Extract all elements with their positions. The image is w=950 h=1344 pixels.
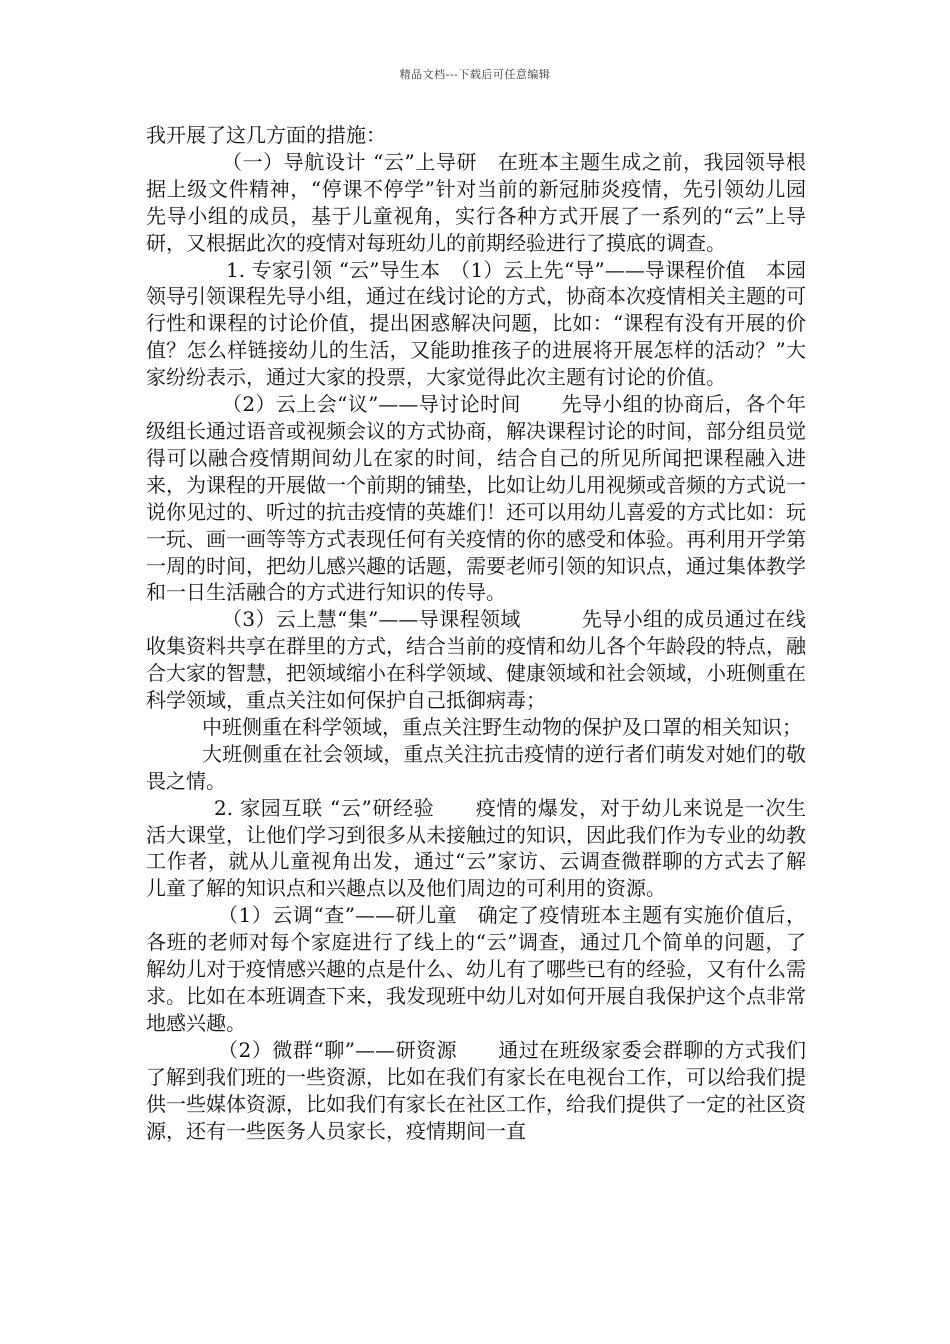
paragraph-cloud-collect: （3）云上慧“集”——导课程领域 先导小组的成员通过在线收集资料共享在群里的方式，结合当前的疫情和幼儿各个年龄段的特点，融合大家的智慧，把领域缩小在科学领域、健康领域和社会领域，小班侧重在科学领域，重点关注如何保护自己抵御病毒； (146, 607, 806, 713)
paragraph-expert-lead: 1. 专家引领 “云”导生本 （1）云上先“导”——导课程价值 本园领导引领课程先导小组，通过在线讨论的方式，协商本次疫情相关主题的可行性和课程的讨论价值，提出困惑解决问题，比如：“课程有没有开展的价值？怎么样链接幼儿的生活，又能助推孩子的进展将开展怎样的活动？”大家纷纷表示，通过大家的投票，大家觉得此次主题有讨论的价值。 (146, 257, 806, 390)
paragraph-middle-class: 中班侧重在科学领域，重点关注野生动物的保护及口罩的相关知识； (202, 714, 802, 739)
paragraph-group-chat: （2）微群“聊”——研资源 通过在班级家委会群聊的方式我们了解到我们班的一些资源，比如在我们有家长在电视台工作，可以给我们提供一些媒体资源，比如我们有家长在社区工作，给我们提供了一定的社区资源，还有一些医务人员家长，疫情期间一直 (146, 1037, 806, 1143)
paragraph-senior-class: 大班侧重在社会领域，重点关注抗击疫情的逆行者们萌发对她们的敬畏之情。 (146, 741, 806, 793)
paragraph-home-school: 2. 家园互联 “云”研经验 疫情的爆发，对于幼儿来说是一次生活大课堂，让他们学习到很多从未接触过的知识，因此我们作为专业的幼教工作者，就从儿童视角出发，通过“云”家访、云调查微群聊的方式去了解儿童了解的知识点和兴趣点以及他们周边的可利用的资源。 (146, 795, 806, 901)
paragraph-section-1: （一）导航设计 “云”上导研 在班本主题生成之前，我园领导根据上级文件精神，“停课不停学”针对当前的新冠肺炎疫情，先引领幼儿园先导小组的成员，基于儿童视角，实行各种方式开展了一系列的“云”上导研，又根据此次的疫情对每班幼儿的前期经验进行了摸底的调查。 (146, 149, 806, 255)
page-header: 精品文档---下载后可任意编辑 (399, 68, 551, 81)
paragraph-cloud-meeting: （2）云上会“议”——导讨论时间 先导小组的协商后，各个年级组长通过语音或视频会议的方式协商，解决课程讨论的时间，部分组员觉得可以融合疫情期间幼儿在家的时间，结合自己的所见所闻把课程融入进来，为课程的开展做一个前期的铺垫，比如让幼儿用视频或音频的方式说一说你见过的、听过的抗击疫情的英雄们！还可以用幼儿喜爱的方式比如：玩一玩、画一画等等方式表现任何有关疫情的你的感受和体验。再利用开学第一周的时间，把幼儿感兴趣的话题，需要老师引领的知识点，通过集体教学和一日生活融合的方式进行知识的传导。 (146, 392, 806, 605)
paragraph-cloud-survey: （1）云调“查”——研儿童 确定了疫情班本主题有实施价值后，各班的老师对每个家庭进行了线上的“云”调查，通过几个简单的问题，了解幼儿对于疫情感兴趣的点是什么、幼儿有了哪些已有的经验，又有什么需求。比如在本班调查下来，我发现班中幼儿对如何开展自我保护这个点非常地感兴趣。 (146, 903, 806, 1035)
document-body (146, 122, 806, 1144)
paragraph-intro: 我开展了这几方面的措施： (146, 123, 386, 147)
